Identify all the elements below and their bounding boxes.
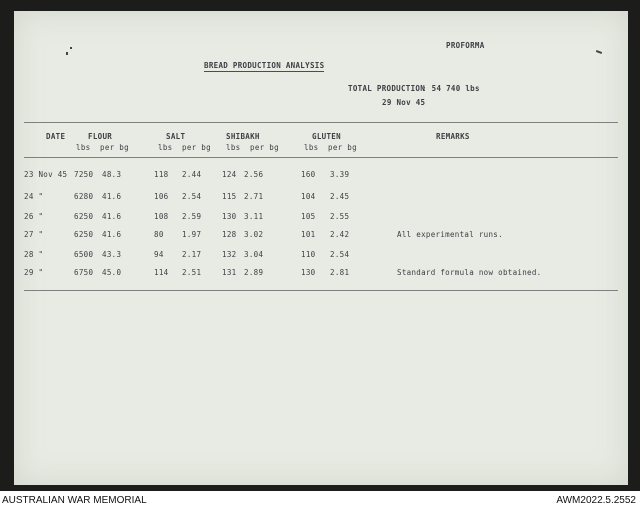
cell-flour-per-bg: 41.6 bbox=[102, 212, 122, 221]
cell-gluten-per-bg: 2.81 bbox=[330, 268, 350, 277]
cell-remark: Standard formula now obtained. bbox=[397, 268, 542, 277]
document-page bbox=[14, 11, 628, 485]
cell-gluten-per-bg: 2.45 bbox=[330, 192, 350, 201]
cell-salt-lbs: 106 bbox=[154, 192, 169, 201]
cell-salt-per-bg: 2.44 bbox=[182, 170, 202, 179]
cell-salt-per-bg: 2.51 bbox=[182, 268, 202, 277]
cell-flour-lbs: 6280 bbox=[74, 192, 94, 201]
cell-shibakh-lbs: 124 bbox=[222, 170, 237, 179]
cell-salt-per-bg: 1.97 bbox=[182, 230, 202, 239]
cell-flour-lbs: 6500 bbox=[74, 250, 94, 259]
cell-gluten-per-bg: 2.55 bbox=[330, 212, 350, 221]
subheader-flour-lbs: lbs bbox=[76, 143, 91, 152]
cell-flour-lbs: 6750 bbox=[74, 268, 94, 277]
cell-flour-per-bg: 41.6 bbox=[102, 230, 122, 239]
cell-shibakh-per-bg: 2.56 bbox=[244, 170, 264, 179]
cell-salt-lbs: 94 bbox=[154, 250, 164, 259]
cell-shibakh-per-bg: 3.02 bbox=[244, 230, 264, 239]
total-production-label: TOTAL PRODUCTION bbox=[348, 84, 426, 93]
subheader-salt-lbs: lbs bbox=[158, 143, 173, 152]
subheader-shib-lbs: lbs bbox=[226, 143, 241, 152]
cell-flour-per-bg: 45.0 bbox=[102, 268, 122, 277]
footer-bar bbox=[0, 491, 640, 509]
paper-mark bbox=[596, 50, 602, 54]
report-date: 29 Nov 45 bbox=[382, 98, 426, 107]
cell-flour-lbs: 6250 bbox=[74, 212, 94, 221]
cell-shibakh-per-bg: 2.71 bbox=[244, 192, 264, 201]
cell-shibakh-per-bg: 2.89 bbox=[244, 268, 264, 277]
paper-mark bbox=[70, 47, 72, 49]
col-header-gluten: GLUTEN bbox=[312, 132, 341, 141]
table-top-rule bbox=[24, 122, 618, 123]
cell-flour-per-bg: 41.6 bbox=[102, 192, 122, 201]
cell-shibakh-lbs: 128 bbox=[222, 230, 237, 239]
cell-shibakh-lbs: 115 bbox=[222, 192, 237, 201]
cell-flour-per-bg: 48.3 bbox=[102, 170, 122, 179]
cell-flour-lbs: 7250 bbox=[74, 170, 94, 179]
cell-salt-per-bg: 2.59 bbox=[182, 212, 202, 221]
cell-salt-lbs: 108 bbox=[154, 212, 169, 221]
cell-shibakh-per-bg: 3.04 bbox=[244, 250, 264, 259]
cell-salt-per-bg: 2.17 bbox=[182, 250, 202, 259]
subheader-glut-lbs: lbs bbox=[304, 143, 319, 152]
footer-institution: AUSTRALIAN WAR MEMORIAL bbox=[2, 495, 147, 506]
subheader-shib-per-bg: per bg bbox=[250, 143, 279, 152]
col-header-shibakh: SHIBAKH bbox=[226, 132, 260, 141]
cell-date: 24 " bbox=[24, 192, 44, 201]
cell-gluten-per-bg: 2.42 bbox=[330, 230, 350, 239]
cell-date: 23 Nov 45 bbox=[24, 170, 68, 179]
cell-salt-lbs: 118 bbox=[154, 170, 169, 179]
col-header-date: DATE bbox=[46, 132, 66, 141]
col-header-flour: FLOUR bbox=[88, 132, 113, 141]
cell-salt-per-bg: 2.54 bbox=[182, 192, 202, 201]
table-bottom-rule bbox=[24, 290, 618, 291]
cell-date: 29 " bbox=[24, 268, 44, 277]
cell-salt-lbs: 114 bbox=[154, 268, 169, 277]
cell-remark: All experimental runs. bbox=[397, 230, 503, 239]
document-title: BREAD PRODUCTION ANALYSIS bbox=[204, 61, 325, 70]
cell-gluten-lbs: 130 bbox=[301, 268, 316, 277]
cell-gluten-lbs: 105 bbox=[301, 212, 316, 221]
cell-shibakh-per-bg: 3.11 bbox=[244, 212, 264, 221]
total-production-value: : 54 740 lbs bbox=[422, 84, 480, 93]
col-header-salt: SALT bbox=[166, 132, 186, 141]
cell-date: 26 " bbox=[24, 212, 44, 221]
cell-flour-lbs: 6250 bbox=[74, 230, 94, 239]
subheader-glut-per-bg: per bg bbox=[328, 143, 357, 152]
cell-shibakh-lbs: 130 bbox=[222, 212, 237, 221]
proforma-label: PROFORMA bbox=[446, 41, 485, 50]
cell-flour-per-bg: 43.3 bbox=[102, 250, 122, 259]
cell-shibakh-lbs: 131 bbox=[222, 268, 237, 277]
subheader-salt-per-bg: per bg bbox=[182, 143, 211, 152]
paper-mark bbox=[66, 52, 68, 55]
cell-gluten-per-bg: 3.39 bbox=[330, 170, 350, 179]
cell-gluten-lbs: 160 bbox=[301, 170, 316, 179]
cell-shibakh-lbs: 132 bbox=[222, 250, 237, 259]
cell-gluten-lbs: 104 bbox=[301, 192, 316, 201]
table-header-rule bbox=[24, 157, 618, 158]
cell-date: 28 " bbox=[24, 250, 44, 259]
cell-salt-lbs: 80 bbox=[154, 230, 164, 239]
subheader-flour-per-bg: per bg bbox=[100, 143, 129, 152]
col-header-remarks: REMARKS bbox=[436, 132, 470, 141]
cell-gluten-lbs: 110 bbox=[301, 250, 316, 259]
cell-gluten-lbs: 101 bbox=[301, 230, 316, 239]
cell-date: 27 " bbox=[24, 230, 44, 239]
cell-gluten-per-bg: 2.54 bbox=[330, 250, 350, 259]
footer-accession-number: AWM2022.5.2552 bbox=[556, 495, 636, 506]
